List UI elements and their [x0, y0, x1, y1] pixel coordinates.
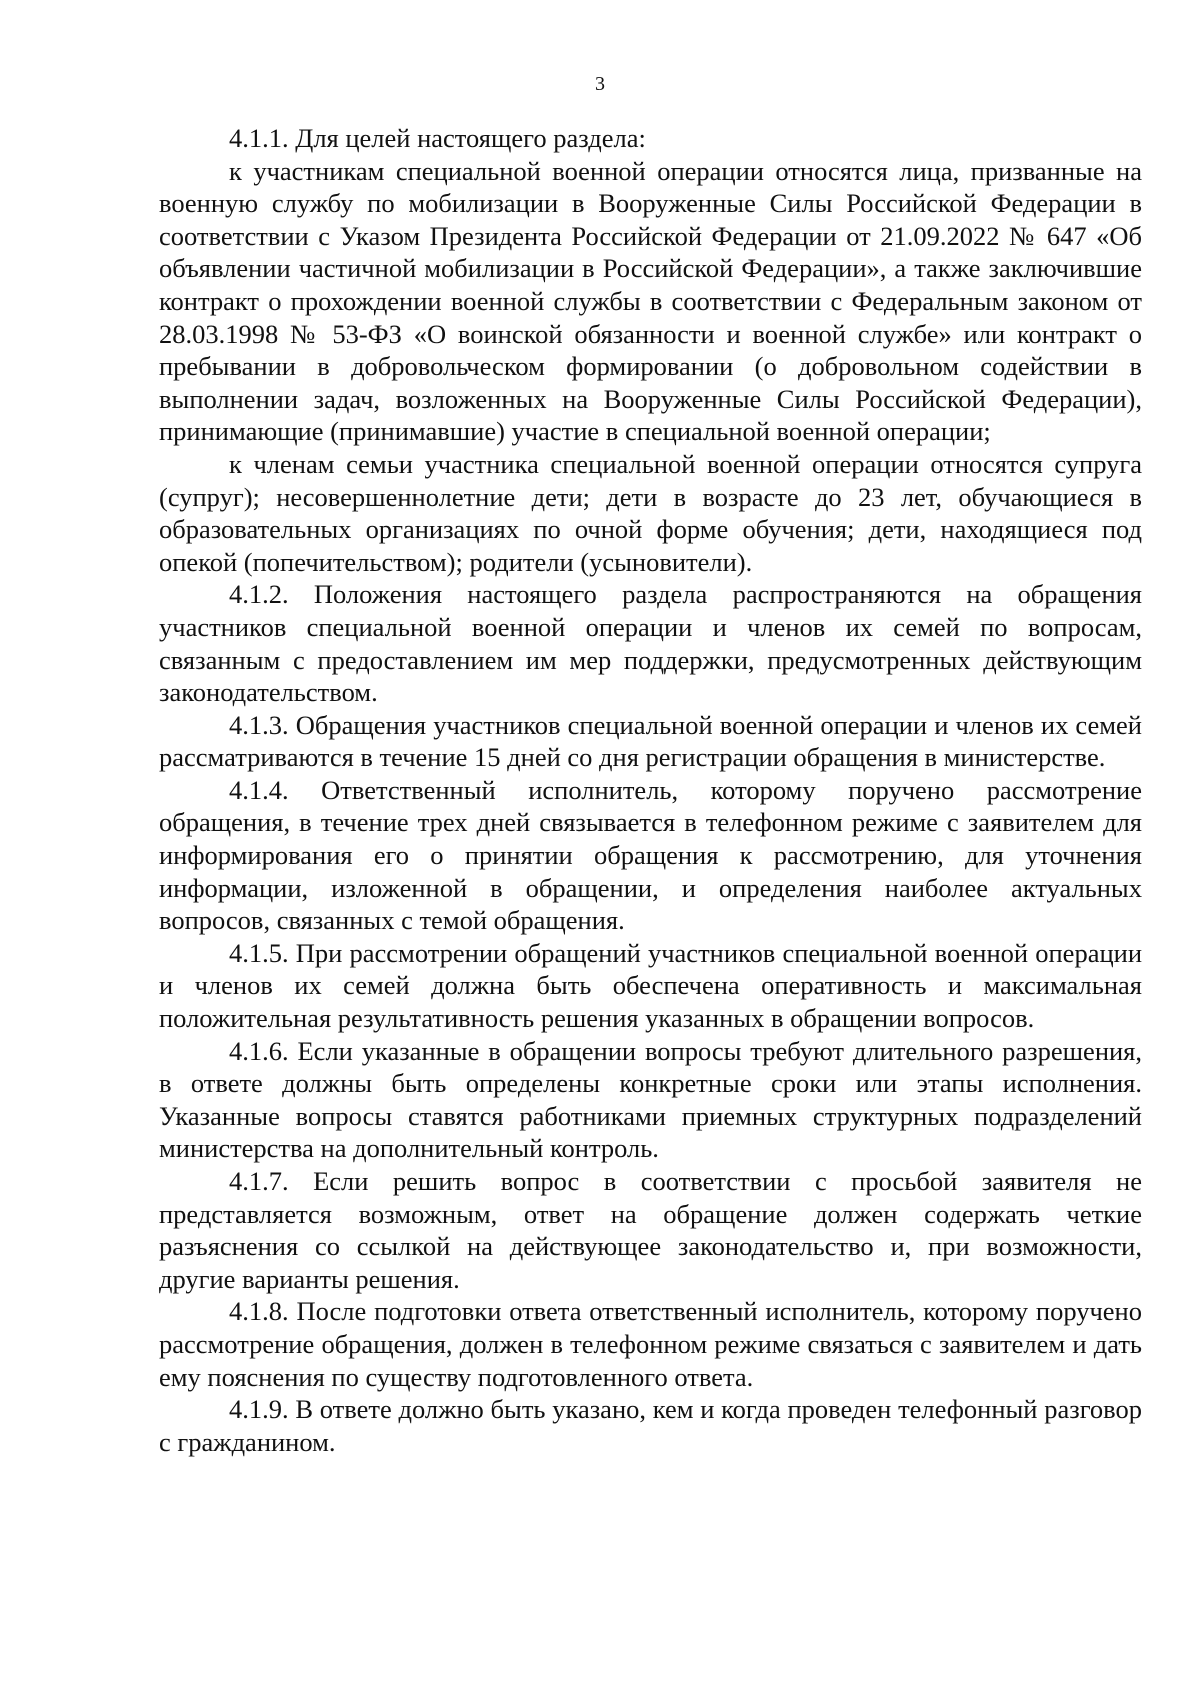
document-body	[159, 122, 1142, 1458]
paragraph-4-1-4: 4.1.4. Ответственный исполнитель, которому поручено рассмотрение обращения, в течение трех дней связывается в телефонном режиме с заявителем для информирования его о принятии обращения к рассмотрению, для уточнения информации, изложенной в обращении, и определения наиболее актуальных вопросов, связанных с темой обращения.	[159, 774, 1142, 936]
paragraph-4-1-5: 4.1.5. При рассмотрении обращений участников специальной военной операции и членов их семей должна быть обеспечена оперативность и максимальная положительная результативность решения указанных в обращении вопросов.	[159, 937, 1142, 1034]
paragraph-4-1-6: 4.1.6. Если указанные в обращении вопросы требуют длительного разрешения, в ответе должны быть определены конкретные сроки или этапы исполнения. Указанные вопросы ставятся работниками приемных структурных подразделений министерства на дополнительный контроль.	[159, 1035, 1142, 1164]
paragraph-4-1-1-heading: 4.1.1. Для целей настоящего раздела:	[229, 123, 646, 153]
paragraph-family-members-definition: к членам семьи участника специальной военной операции относятся супруга (супруг); несовершеннолетние дети; дети в возрасте до 23 лет, обучающиеся в образовательных организациях по очной форме обучения; дети, находящиеся под опекой (попечительством); родители (усыновители).	[159, 448, 1142, 577]
page-number: 3	[595, 73, 605, 95]
paragraph-4-1-3: 4.1.3. Обращения участников специальной военной операции и членов их семей рассматриваются в течение 15 дней со дня регистрации обращения в министерстве.	[159, 709, 1142, 773]
paragraph-4-1-2: 4.1.2. Положения настоящего раздела распространяются на обращения участников специальной военной операции и членов их семей по вопросам, связанным с предоставлением им мер поддержки, предусмотренных действующим законодательством.	[159, 579, 1142, 708]
paragraph-4-1-8: 4.1.8. После подготовки ответа ответственный исполнитель, которому поручено рассмотрение обращения, должен в телефонном режиме связаться с заявителем и дать ему пояснения по существу подготовленного ответа.	[159, 1296, 1142, 1392]
paragraph-4-1-9: 4.1.9. В ответе должно быть указано, кем и когда проведен телефонный разговор с гражданином.	[159, 1394, 1142, 1457]
paragraph-svo-participants-definition: к участникам специальной военной операции относятся лица, призванные на военную службу по мобилизации в Вооруженные Силы Российской Федерации в соответствии с Указом Президента Российской Федерации от 21.09.2022 № 647 «Об объявлении частичной мобилизации в Российской Федерации», а также заключившие контракт о прохождении военной службы в соответствии с Федеральным законом от 28.03.1998 № 53-ФЗ «О воинской обязанности и военной службе» или контракт о пребывании в добровольческом формировании (о добровольном содействии в выполнении задач, возложенных на Вооруженные Силы Российской Федерации), принимающие (принимавшие) участие в специальной военной операции;	[159, 155, 1142, 447]
paragraph-4-1-7: 4.1.7. Если решить вопрос в соответствии с просьбой заявителя не представляется возможным, ответ на обращение должен содержать четкие разъяснения со ссылкой на действующее законодательство и, при возможности, другие варианты решения.	[159, 1166, 1142, 1294]
